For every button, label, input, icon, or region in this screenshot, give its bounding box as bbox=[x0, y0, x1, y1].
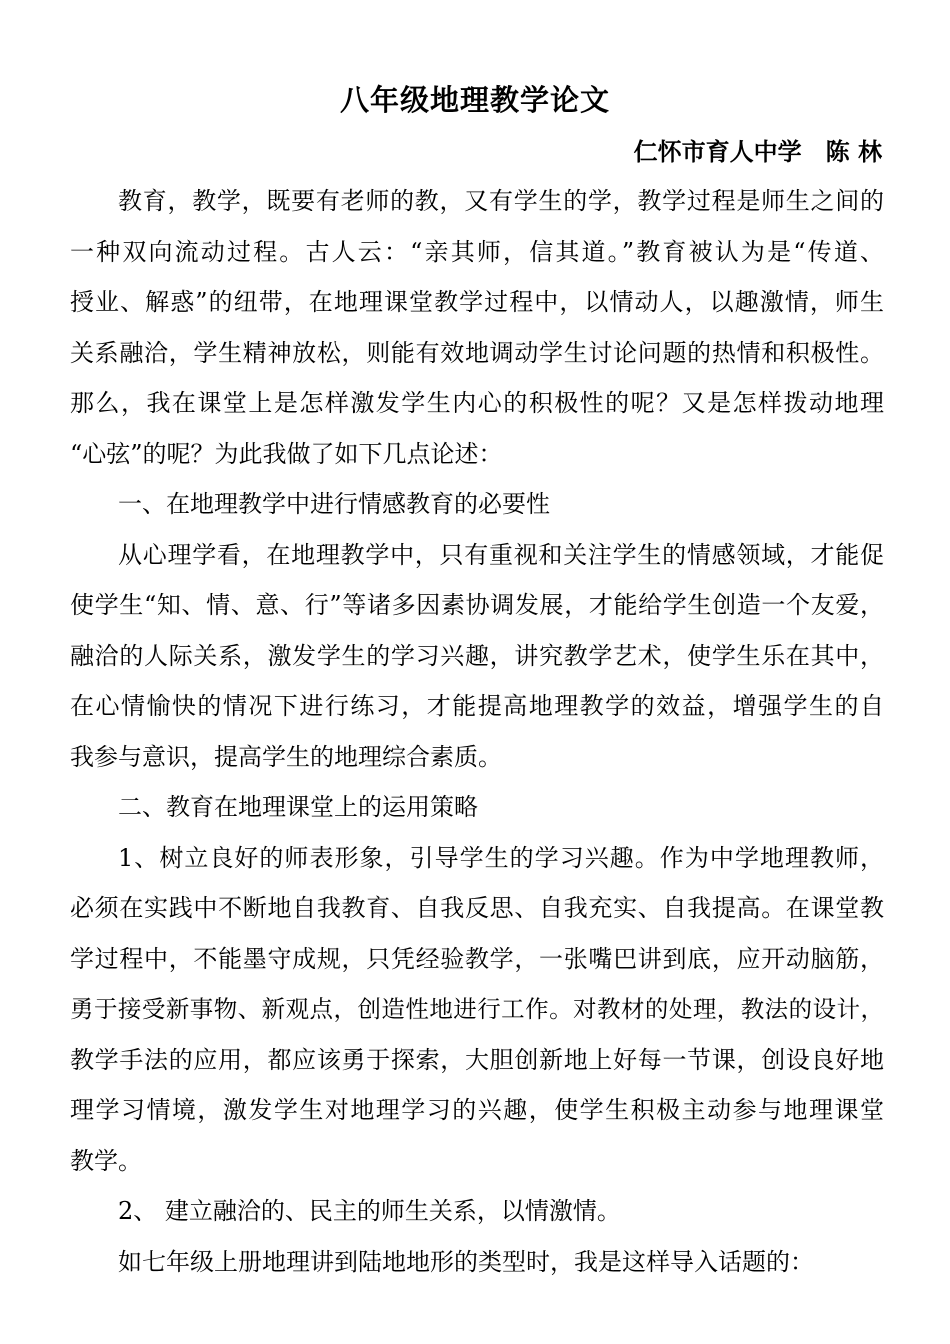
text-line: 我参与意识，提高学生的地理综合素质。 bbox=[70, 742, 502, 771]
text-line: 教学。 bbox=[70, 1146, 142, 1175]
document-body bbox=[70, 176, 884, 1287]
document-title: 八年级地理教学论文 bbox=[339, 83, 610, 117]
text-line: 二、教育在地理课堂上的运用策略 bbox=[118, 793, 478, 821]
text-line: 授业、解惑”的纽带，在地理课堂教学过程中，以情动人，以趣激情，师生 bbox=[70, 288, 884, 316]
text-line: 教育，教学，既要有老师的教，又有学生的学，教学过程是师生之间的 bbox=[118, 187, 884, 215]
text-line: 必须在实践中不断地自我教育、自我反思、自我充实、自我提高。在课堂教 bbox=[70, 894, 884, 922]
author-byline: 仁怀市育人中学 陈 林 bbox=[633, 138, 882, 166]
text-line: 使学生“知、情、意、行”等诸多因素协调发展，才能给学生创造一个友爱， bbox=[70, 591, 884, 619]
text-line: 一、在地理教学中进行情感教育的必要性 bbox=[118, 490, 550, 518]
text-line: 1、树立良好的师表形象，引导学生的学习兴趣。作为中学地理教师， bbox=[118, 843, 884, 872]
text-line: 在心情愉快的情况下进行练习，才能提高地理教学的效益，增强学生的自 bbox=[70, 692, 884, 720]
text-line: 关系融洽，学生精神放松，则能有效地调动学生讨论问题的热情和积极性。 bbox=[70, 338, 884, 367]
text-line: 学过程中，不能墨守成规，只凭经验教学，一张嘴巴讲到底，应开动脑筋， bbox=[70, 944, 884, 973]
text-line: 如七年级上册地理讲到陆地地形的类型时，我是这样导入话题的： bbox=[118, 1247, 814, 1276]
text-line: “心弦”的呢？为此我做了如下几点论述： bbox=[70, 439, 503, 468]
text-line: 一种双向流动过程。古人云：“亲其师，信其道。”教育被认为是“传道、 bbox=[70, 237, 884, 266]
text-line: 那么，我在课堂上是怎样激发学生内心的积极性的呢？又是怎样拨动地理 bbox=[70, 389, 884, 417]
text-line: 理学习情境，激发学生对地理学习的兴趣，使学生积极主动参与地理课堂 bbox=[70, 1096, 884, 1124]
text-line: 2、 建立融洽的、民主的师生关系，以情激情。 bbox=[118, 1197, 621, 1225]
text-line: 勇于接受新事物、新观点，创造性地进行工作。对教材的处理，教法的设计， bbox=[70, 995, 884, 1023]
text-line: 从心理学看，在地理教学中，只有重视和关注学生的情感领域，才能促 bbox=[118, 540, 884, 569]
text-line: 融洽的人际关系，激发学生的学习兴趣，讲究教学艺术，使学生乐在其中， bbox=[70, 641, 884, 670]
text-line: 教学手法的应用，都应该勇于探索，大胆创新地上好每一节课，创设良好地 bbox=[70, 1045, 884, 1074]
